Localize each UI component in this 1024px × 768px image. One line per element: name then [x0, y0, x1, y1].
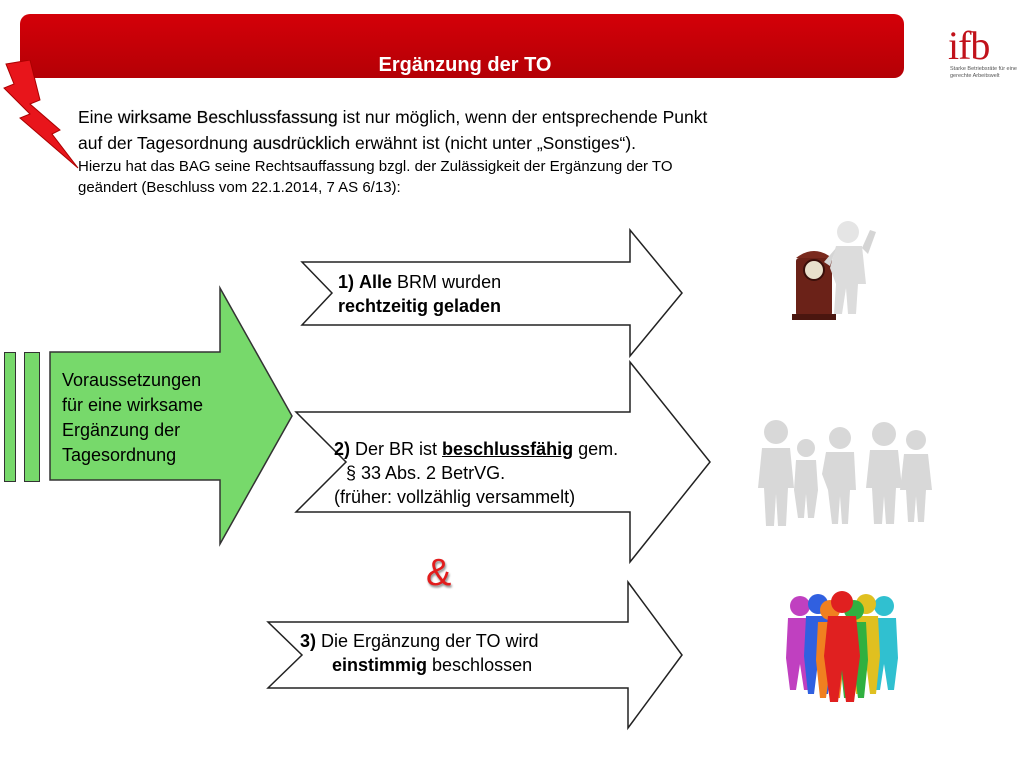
main-arrow-label: Voraussetzungen für eine wirksame Ergänzung der Tagesordnung: [62, 370, 204, 465]
intro-note: Hierzu hat das BAG seine Rechtsauffassung bzgl. der Zulässigkeit der Ergänzung der TO geändert (Beschluss vom 22.1.2014, 7 AS 6/13):: [78, 158, 673, 196]
page-title: Ergänzung der TO: [378, 54, 552, 76]
logo-tagline: Starke Betriebsräte für eine gerechte Arbeitswelt: [950, 66, 1017, 79]
person-with-clock-figure: [786, 218, 886, 322]
discussing-people-figure: [756, 418, 938, 530]
side-bar-1: [4, 352, 16, 482]
logo: ifb: [948, 23, 990, 68]
side-bar-2: [24, 352, 40, 482]
condition-2-text: 2) Der BR ist beschlussfähig gem. § 33 Abs. 2 BetrVG. (früher: vollzählig versammelt): [334, 439, 619, 507]
ampersand-connector: &: [426, 552, 452, 594]
condition-3-text: 3) Die Ergänzung der TO wird einstimmig beschlossen: [300, 631, 539, 675]
colorful-team-figure: [784, 590, 900, 704]
condition-1-text: 1) Alle BRM wurden rechtzeitig geladen: [338, 272, 502, 316]
intro-paragraph: Eine wirksame Beschlussfassung ist nur möglich, wenn der entsprechende Punkt auf der Tagesordnung ausdrücklich erwähnt ist (nicht unter „Sonstiges“).: [78, 107, 708, 153]
